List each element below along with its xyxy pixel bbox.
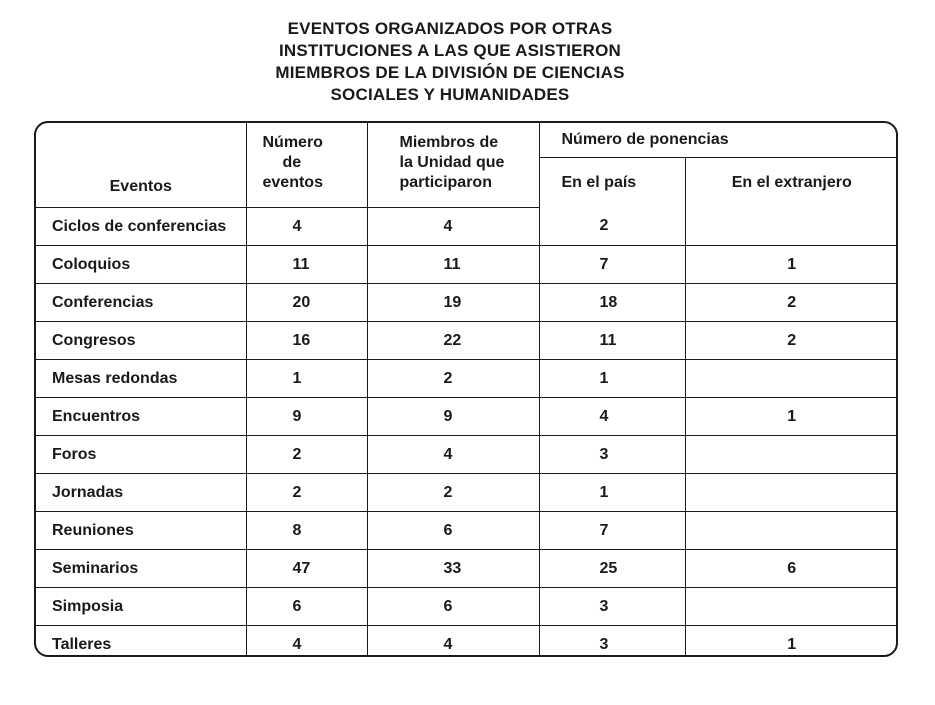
cell-num-eventos: 8 bbox=[246, 512, 367, 550]
cell-num-eventos: 4 bbox=[246, 626, 367, 658]
cell-evento: Congresos bbox=[36, 322, 246, 360]
title-line: INSTITUCIONES A LAS QUE ASISTIERON bbox=[278, 41, 622, 60]
header-en-el-extranjero: En el extranjero bbox=[685, 158, 898, 208]
cell-num-eventos: 1 bbox=[246, 360, 367, 398]
cell-ponencias-extranjero: 2 bbox=[685, 322, 898, 360]
cell-miembros: 6 bbox=[367, 512, 539, 550]
header-miembros: Miembros de la Unidad que participaron bbox=[367, 123, 539, 208]
cell-ponencias-pais: 1 bbox=[539, 360, 685, 398]
cell-evento: Encuentros bbox=[36, 398, 246, 436]
cell-num-eventos: 6 bbox=[246, 588, 367, 626]
table-row bbox=[36, 512, 898, 550]
cell-evento: Conferencias bbox=[36, 284, 246, 322]
cell-miembros: 2 bbox=[367, 360, 539, 398]
document-title bbox=[200, 18, 700, 106]
cell-evento: Seminarios bbox=[36, 550, 246, 588]
cell-miembros: 6 bbox=[367, 588, 539, 626]
table-row bbox=[36, 474, 898, 512]
cell-num-eventos: 2 bbox=[246, 436, 367, 474]
table-row bbox=[36, 588, 898, 626]
header-eventos: Eventos bbox=[36, 123, 246, 208]
cell-ponencias-pais: 7 bbox=[539, 246, 685, 284]
table-row bbox=[36, 436, 898, 474]
cell-ponencias-pais: 25 bbox=[539, 550, 685, 588]
cell-ponencias-extranjero bbox=[685, 474, 898, 512]
title-line: EVENTOS ORGANIZADOS POR OTRAS bbox=[287, 19, 613, 38]
cell-num-eventos: 9 bbox=[246, 398, 367, 436]
cell-miembros: 9 bbox=[367, 398, 539, 436]
cell-miembros: 4 bbox=[367, 626, 539, 658]
cell-ponencias-pais: 3 bbox=[539, 436, 685, 474]
cell-ponencias-pais: 11 bbox=[539, 322, 685, 360]
cell-ponencias-extranjero: 1 bbox=[685, 398, 898, 436]
cell-ponencias-pais: 2 bbox=[539, 208, 685, 246]
cell-num-eventos: 2 bbox=[246, 474, 367, 512]
cell-ponencias-extranjero: 1 bbox=[685, 626, 898, 658]
header-numero-eventos: Número de eventos bbox=[246, 123, 367, 208]
cell-miembros: 2 bbox=[367, 474, 539, 512]
title-line: MIEMBROS DE LA DIVISIÓN DE CIENCIAS bbox=[275, 63, 625, 82]
events-table bbox=[36, 123, 898, 657]
cell-miembros: 4 bbox=[367, 436, 539, 474]
cell-ponencias-extranjero bbox=[685, 436, 898, 474]
table-row bbox=[36, 322, 898, 360]
cell-ponencias-pais: 7 bbox=[539, 512, 685, 550]
cell-num-eventos: 20 bbox=[246, 284, 367, 322]
cell-miembros: 22 bbox=[367, 322, 539, 360]
cell-evento: Reuniones bbox=[36, 512, 246, 550]
cell-ponencias-extranjero bbox=[685, 512, 898, 550]
cell-evento: Jornadas bbox=[36, 474, 246, 512]
header-numero-ponencias: Número de ponencias bbox=[539, 123, 898, 158]
events-table-container bbox=[34, 121, 898, 657]
cell-ponencias-pais: 4 bbox=[539, 398, 685, 436]
table-row bbox=[36, 398, 898, 436]
cell-miembros: 19 bbox=[367, 284, 539, 322]
cell-ponencias-pais: 1 bbox=[539, 474, 685, 512]
table-row bbox=[36, 246, 898, 284]
cell-ponencias-extranjero: 6 bbox=[685, 550, 898, 588]
table-row bbox=[36, 208, 898, 246]
table-row bbox=[36, 550, 898, 588]
cell-num-eventos: 4 bbox=[246, 208, 367, 246]
cell-ponencias-extranjero bbox=[685, 360, 898, 398]
cell-ponencias-pais: 18 bbox=[539, 284, 685, 322]
cell-miembros: 33 bbox=[367, 550, 539, 588]
cell-evento: Simposia bbox=[36, 588, 246, 626]
cell-ponencias-extranjero: 2 bbox=[685, 284, 898, 322]
table-row bbox=[36, 626, 898, 658]
cell-num-eventos: 16 bbox=[246, 322, 367, 360]
cell-evento: Mesas redondas bbox=[36, 360, 246, 398]
table-row bbox=[36, 360, 898, 398]
cell-evento: Ciclos de conferencias bbox=[36, 208, 246, 246]
cell-miembros: 4 bbox=[367, 208, 539, 246]
cell-ponencias-extranjero bbox=[685, 588, 898, 626]
header-en-el-pais: En el país bbox=[539, 158, 685, 208]
cell-evento: Coloquios bbox=[36, 246, 246, 284]
table-row bbox=[36, 284, 898, 322]
cell-evento: Talleres bbox=[36, 626, 246, 658]
cell-num-eventos: 11 bbox=[246, 246, 367, 284]
cell-ponencias-pais: 3 bbox=[539, 626, 685, 658]
cell-evento: Foros bbox=[36, 436, 246, 474]
cell-ponencias-pais: 3 bbox=[539, 588, 685, 626]
title-line: SOCIALES Y HUMANIDADES bbox=[330, 85, 570, 104]
cell-num-eventos: 47 bbox=[246, 550, 367, 588]
cell-miembros: 11 bbox=[367, 246, 539, 284]
cell-ponencias-extranjero: 1 bbox=[685, 246, 898, 284]
cell-ponencias-extranjero bbox=[685, 208, 898, 246]
